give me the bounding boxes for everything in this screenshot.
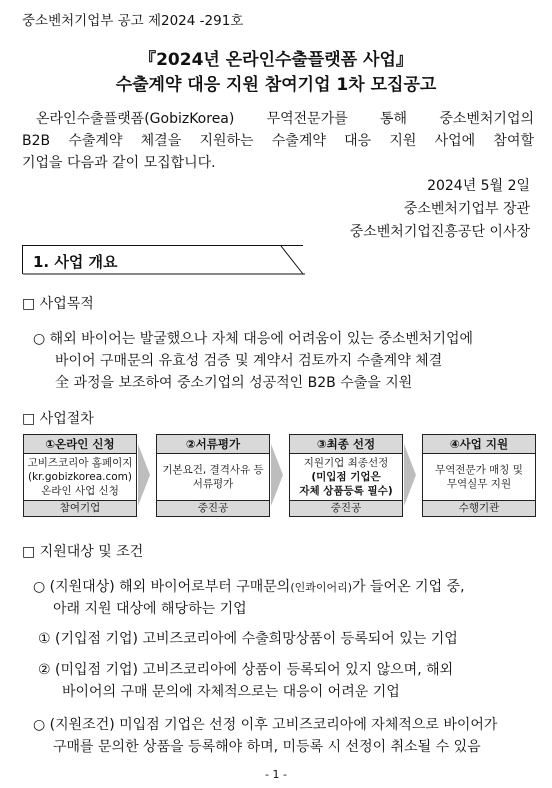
intro-line-3: 기업을 다음과 같이 모집합니다. bbox=[22, 155, 216, 171]
target-line-1b: 가 들어온 기업 중, bbox=[352, 579, 465, 595]
title-line-2: 수출계약 대응 지원 참여기업 1차 모집공고 bbox=[115, 75, 437, 95]
step-4-actor: 수행기관 bbox=[423, 500, 535, 516]
target-inquiry-note: (인콰이어리) bbox=[290, 581, 353, 594]
step-2-box bbox=[156, 434, 270, 517]
step-1-box bbox=[23, 434, 137, 517]
intro-line-1: 온라인수출플랫폼(GobizKorea) 무역전문가를 통해 중소벤처기업의 bbox=[36, 111, 534, 127]
target-item-2-line-2: 바이어의 구매 문의에 자체적으로는 대응이 어려운 기업 bbox=[62, 684, 400, 700]
step-4-body bbox=[423, 454, 535, 500]
step-3-body-line: (미입점 기업은 bbox=[311, 471, 381, 483]
step-1-body bbox=[24, 454, 136, 500]
notice-number: 중소벤처기업부 공고 제2024 -291호 bbox=[22, 13, 244, 29]
step-1-body-line: 고비즈코리아 홈페이지 bbox=[27, 457, 133, 469]
step-1-body-line: 온라인 사업 신청 bbox=[41, 485, 119, 497]
step-3-actor: 중진공 bbox=[290, 500, 402, 516]
arrow-icon bbox=[269, 440, 287, 510]
intro-line-2: B2B 수출계약 체결을 지원하는 수출계약 대응 지원 사업에 참여할 bbox=[22, 133, 534, 149]
condition-line-1: ○ (지원조건) 미입점 기업은 선정 이후 고비즈코리아에 자체적으로 바이어가 bbox=[33, 717, 498, 733]
arrow-icon bbox=[136, 440, 154, 510]
section-1-title: 1. 사업 개요 bbox=[33, 253, 118, 271]
purpose-line-3: 全 과정을 보조하여 중소기업의 성공적인 B2B 수출을 지원 bbox=[55, 375, 413, 391]
step-2-body-line: 기본요건, 결격사유 등 bbox=[162, 464, 264, 476]
step-3-body bbox=[290, 454, 402, 500]
step-4-body-line: 무역전문가 매칭 및 bbox=[435, 464, 523, 476]
step-3-body-line: 자체 상품등록 필수) bbox=[299, 485, 393, 497]
step-2-body bbox=[157, 454, 269, 500]
step-4-body-line: 무역실무 지원 bbox=[446, 478, 512, 490]
signer-minister: 중소벤처기업부 장관 bbox=[403, 201, 530, 217]
target-line-1 bbox=[33, 576, 465, 596]
section-1-header bbox=[22, 245, 303, 274]
target-item-2-line-1: ② (미입점 기업) 고비즈코리아에 상품이 등록되어 있지 않으며, 해외 bbox=[38, 662, 454, 678]
purpose-line-2: 바이어 구매문의 유효성 검증 및 계약서 검토까지 수출계약 체결 bbox=[55, 353, 443, 369]
purpose-line-1: ○ 해외 바이어는 발굴했으나 자체 대응에 어려움이 있는 중소벤처기업에 bbox=[33, 331, 474, 347]
step-3-body-line: 지원기업 최종선정 bbox=[303, 457, 389, 469]
purpose-heading: □ 사업목적 bbox=[22, 296, 94, 312]
condition-line-2: 구매를 문의한 상품을 등록해야 하며, 미등록 시 선정이 취소될 수 있음 bbox=[53, 739, 481, 755]
step-2-actor: 중진공 bbox=[157, 500, 269, 516]
page-number: - 1 - bbox=[265, 768, 287, 781]
step-2-title: ②서류평가 bbox=[157, 435, 269, 454]
step-1-actor: 참여기업 bbox=[24, 500, 136, 516]
step-4-box bbox=[422, 434, 536, 517]
step-2-body-line: 서류평가 bbox=[192, 478, 234, 490]
arrow-icon bbox=[402, 440, 420, 510]
target-item-1: ① (기입점 기업) 고비즈코리아에 수출희망상품이 등록되어 있는 기업 bbox=[38, 631, 458, 647]
target-line-1a: ○ (지원대상) 해외 바이어로부터 구매문의 bbox=[33, 579, 291, 595]
step-3-box bbox=[289, 434, 403, 517]
step-1-title: ①온라인 신청 bbox=[24, 435, 136, 454]
procedure-heading: □ 사업절차 bbox=[22, 411, 94, 427]
announcement-date: 2024년 5월 2일 bbox=[427, 178, 530, 194]
step-3-title: ③최종 선정 bbox=[290, 435, 402, 454]
target-heading: □ 지원대상 및 조건 bbox=[22, 544, 144, 560]
title-line-1: 『2024년 온라인수출플랫폼 사업』 bbox=[139, 50, 413, 70]
signer-agency: 중소벤처기업진흥공단 이사장 bbox=[349, 224, 530, 240]
step-4-title: ④사업 지원 bbox=[423, 435, 535, 454]
step-1-body-line: (kr.gobizkorea.com) bbox=[27, 471, 133, 483]
target-line-2: 아래 지원 대상에 해당하는 기업 bbox=[53, 601, 247, 617]
